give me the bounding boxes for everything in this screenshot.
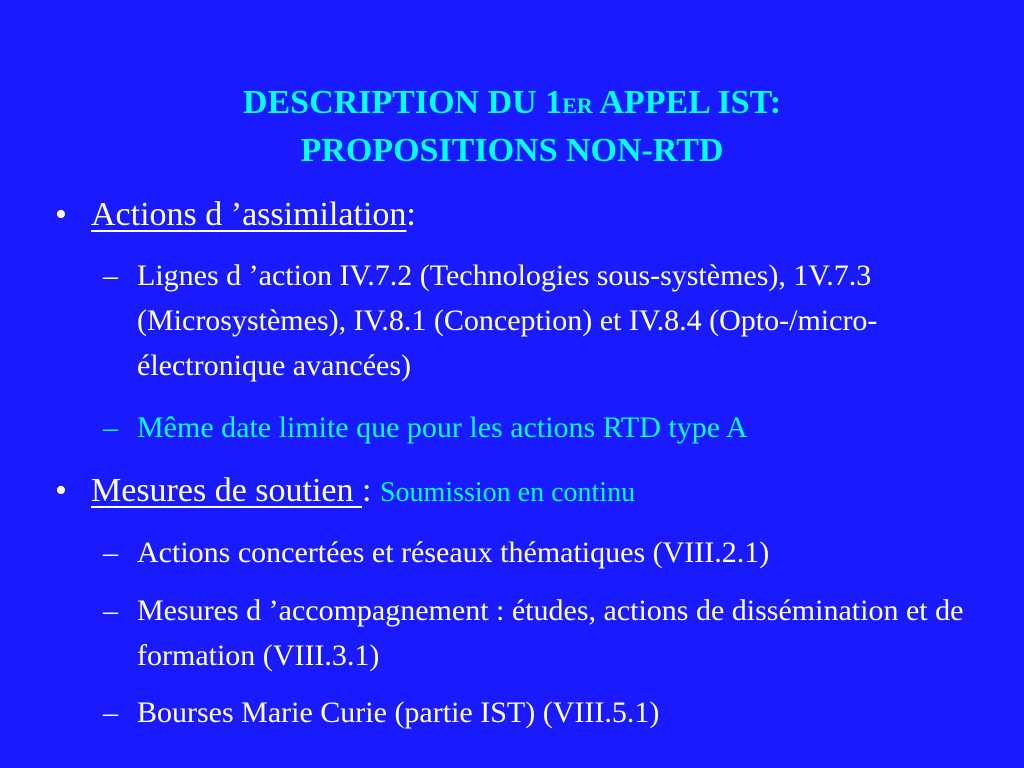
sub-item-mesures-accompagnement: – Mesures d ’accompagnement : études, actions de dissémination et de formation (VIII.3.1) bbox=[103, 588, 1008, 678]
title-line-1: DESCRIPTION DU 1ER APPEL IST: bbox=[242, 84, 782, 121]
section-tail: Soumission en continu bbox=[379, 477, 636, 508]
sub-item-lignes-action: – Lignes d ’action IV.7.2 (Technologies sous-systèmes), 1V.7.3 (Microsystèmes), IV.8.1 (Conception) et IV.8.4 (Opto-/micro-électronique avancées) bbox=[103, 253, 1008, 388]
dash-icon: – bbox=[103, 594, 118, 627]
title-line-2: PROPOSITIONS NON-RTD bbox=[300, 132, 724, 169]
bullet-icon: • bbox=[55, 196, 67, 233]
section-heading: Actions d ’assimilation bbox=[91, 196, 407, 233]
title-superscript: ER bbox=[562, 93, 593, 118]
dash-icon: – bbox=[103, 696, 118, 729]
bullet-mesures-soutien: • Mesures de soutien : Soumission en continu bbox=[55, 472, 636, 509]
sub-item-date-limite: – Même date limite que pour les actions RTD type A bbox=[103, 405, 1008, 450]
section-heading: Mesures de soutien bbox=[91, 472, 363, 509]
dash-icon: – bbox=[103, 536, 118, 569]
dash-icon: – bbox=[103, 259, 118, 292]
slide-title bbox=[0, 80, 1024, 173]
bullet-actions-assimilation: • Actions d ’assimilation: bbox=[55, 196, 416, 233]
sub-item-actions-concertees: – Actions concertées et réseaux thématiques (VIII.2.1) bbox=[103, 530, 1008, 575]
sub-item-bourses: – Bourses Marie Curie (partie IST) (VIII.5.1) bbox=[103, 690, 1008, 735]
dash-icon: – bbox=[103, 411, 118, 444]
bullet-icon: • bbox=[55, 472, 67, 509]
